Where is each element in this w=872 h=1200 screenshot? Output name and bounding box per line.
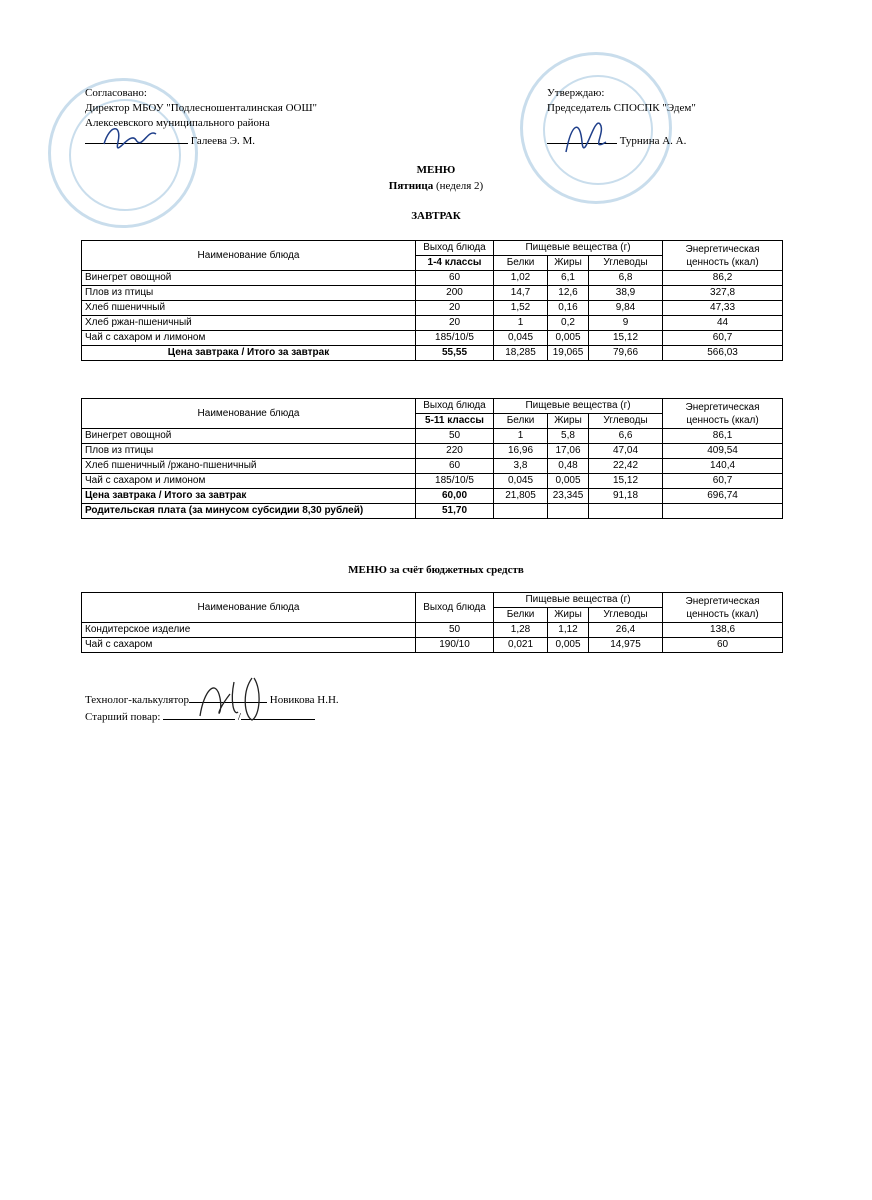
dish-output: 50 [416,429,494,444]
total-fat: 23,345 [548,489,589,504]
dish-carbs: 26,4 [589,623,663,638]
dish-carbs: 47,04 [589,444,663,459]
col-output: Выход блюда [416,241,494,256]
dish-protein: 0,045 [494,474,548,489]
dish-protein: 14,7 [494,286,548,301]
table-row [82,459,783,474]
col-energy [663,399,783,429]
dish-protein: 1,02 [494,271,548,286]
total-energy: 696,74 [663,489,783,504]
approval-left-name: Галеева Э. М. [190,135,256,147]
col-energy-line1: Энергетическая [685,595,760,607]
table-row [82,286,783,301]
table-row [82,331,783,346]
dish-fat: 6,1 [548,271,589,286]
dish-fat: 0,005 [548,331,589,346]
dish-carbs: 38,9 [589,286,663,301]
dish-fat: 0,16 [548,301,589,316]
group-label: 5-11 классы [416,414,494,429]
col-energy-line2: ценность (ккал) [686,414,759,426]
budget-title: МЕНЮ за счёт бюджетных средств [348,564,524,576]
dish-name: Хлеб пшеничный [82,301,416,316]
dish-output: 60 [416,271,494,286]
col-energy [663,241,783,271]
dish-protein: 1 [494,429,548,444]
dish-protein: 1,52 [494,301,548,316]
total-carbs: 91,18 [589,489,663,504]
dish-protein: 0,021 [494,638,548,653]
dish-energy: 44 [663,316,783,331]
approval-left-district: Алексеевского муниципального района [85,117,270,129]
col-carbs: Углеводы [589,414,663,429]
dish-fat: 1,12 [548,623,589,638]
table-row [82,271,783,286]
menu-week: (неделя 2) [433,180,484,192]
approval-right-name: Турнина А. А. [619,135,687,147]
dish-name: Хлеб ржан-пшеничный [82,316,416,331]
dish-carbs: 15,12 [589,474,663,489]
total-label: Цена завтрака / Итого за завтрак [82,489,416,504]
signature-director [100,120,160,154]
menu-day [0,179,872,193]
approval-right-label: Утверждаю: [547,87,605,99]
col-dish: Наименование блюда [82,593,416,623]
col-nutrients: Пищевые вещества (г) [494,241,663,256]
dish-energy: 86,1 [663,429,783,444]
dish-protein: 1,28 [494,623,548,638]
dish-energy: 47,33 [663,301,783,316]
dish-output: 60 [416,459,494,474]
dish-carbs: 9 [589,316,663,331]
dish-name: Плов из птицы [82,444,416,459]
col-energy [663,593,783,623]
menu-table-1-4 [81,240,783,361]
dish-name: Хлеб пшеничный /ржано-пшеничный [82,459,416,474]
dish-energy: 138,6 [663,623,783,638]
dish-carbs: 15,12 [589,331,663,346]
dish-fat: 17,06 [548,444,589,459]
dish-name: Чай с сахаром [82,638,416,653]
dish-energy: 140,4 [663,459,783,474]
signature-chairman [560,112,610,160]
dish-name: Винегрет овощной [82,429,416,444]
cook-label: Старший повар: [85,711,161,723]
dish-fat: 0,005 [548,474,589,489]
col-energy-line1: Энергетическая [685,243,760,255]
dish-output: 190/10 [416,638,494,653]
budget-table [81,592,783,653]
col-nutrients: Пищевые вещества (г) [494,399,663,414]
col-energy-line2: ценность (ккал) [686,256,759,268]
total-fat: 19,065 [548,346,589,361]
dish-protein: 16,96 [494,444,548,459]
dish-name: Чай с сахаром и лимоном [82,474,416,489]
dish-energy: 86,2 [663,271,783,286]
cook-separator: / [237,711,241,723]
col-fat: Жиры [548,414,589,429]
table-row [82,301,783,316]
dish-carbs: 6,6 [589,429,663,444]
group-label: 1-4 классы [416,256,494,271]
col-fat: Жиры [548,608,589,623]
dish-protein: 3,8 [494,459,548,474]
dish-output: 20 [416,301,494,316]
approval-left-label: Согласовано: [85,87,147,99]
approval-left-position: Директор МБОУ "Подлесношенталинская ООШ" [85,102,318,114]
dish-output: 200 [416,286,494,301]
table-row [82,623,783,638]
dish-energy: 327,8 [663,286,783,301]
dish-output: 220 [416,444,494,459]
technologist-name: Новикова Н.Н. [269,694,339,706]
total-label: Цена завтрака / Итого за завтрак [82,346,416,361]
empty-cell [494,504,548,519]
table-row [82,316,783,331]
menu-table-5-11 [81,398,783,519]
table-row [82,444,783,459]
dish-output: 20 [416,316,494,331]
dish-energy: 60 [663,638,783,653]
col-carbs: Углеводы [589,256,663,271]
dish-energy: 409,54 [663,444,783,459]
empty-cell [589,504,663,519]
col-carbs: Углеводы [589,608,663,623]
dish-fat: 0,2 [548,316,589,331]
dish-fat: 5,8 [548,429,589,444]
parent-fee-label: Родительская плата (за минусом субсидии 8,30 рублей) [82,504,416,519]
col-energy-line1: Энергетическая [685,401,760,413]
dish-energy: 60,7 [663,474,783,489]
dish-name: Плов из птицы [82,286,416,301]
signature-technologist [190,672,280,726]
dish-carbs: 9,84 [589,301,663,316]
col-protein: Белки [494,414,548,429]
menu-day-name: Пятница [388,180,434,192]
technologist-label: Технолог-калькулятор [85,694,190,706]
dish-protein: 0,045 [494,331,548,346]
dish-output: 185/10/5 [416,331,494,346]
total-price: 55,55 [416,346,494,361]
dish-output: 185/10/5 [416,474,494,489]
dish-carbs: 22,42 [589,459,663,474]
dish-output: 50 [416,623,494,638]
parent-fee-value: 51,70 [416,504,494,519]
col-dish: Наименование блюда [82,241,416,271]
total-energy: 566,03 [663,346,783,361]
col-fat: Жиры [548,256,589,271]
col-protein: Белки [494,256,548,271]
dish-fat: 0,005 [548,638,589,653]
dish-fat: 12,6 [548,286,589,301]
dish-name: Чай с сахаром и лимоном [82,331,416,346]
approval-right-position: Председатель СПОСПК "Эдем" [547,102,696,114]
col-protein: Белки [494,608,548,623]
table-row [82,638,783,653]
empty-cell [663,504,783,519]
meal-title: ЗАВТРАК [411,210,461,222]
col-nutrients: Пищевые вещества (г) [494,593,663,608]
total-price: 60,00 [416,489,494,504]
total-protein: 18,285 [494,346,548,361]
dish-name: Винегрет овощной [82,271,416,286]
col-dish: Наименование блюда [82,399,416,429]
dish-carbs: 6,8 [589,271,663,286]
empty-cell [548,504,589,519]
dish-energy: 60,7 [663,331,783,346]
dish-carbs: 14,975 [589,638,663,653]
table-row [82,429,783,444]
dish-fat: 0,48 [548,459,589,474]
col-output: Выход блюда [416,399,494,414]
table-row [82,474,783,489]
dish-name: Кондитерское изделие [82,623,416,638]
menu-title: МЕНЮ [416,164,456,176]
total-carbs: 79,66 [589,346,663,361]
total-protein: 21,805 [494,489,548,504]
col-output: Выход блюда [416,593,494,623]
dish-protein: 1 [494,316,548,331]
col-energy-line2: ценность (ккал) [686,608,759,620]
